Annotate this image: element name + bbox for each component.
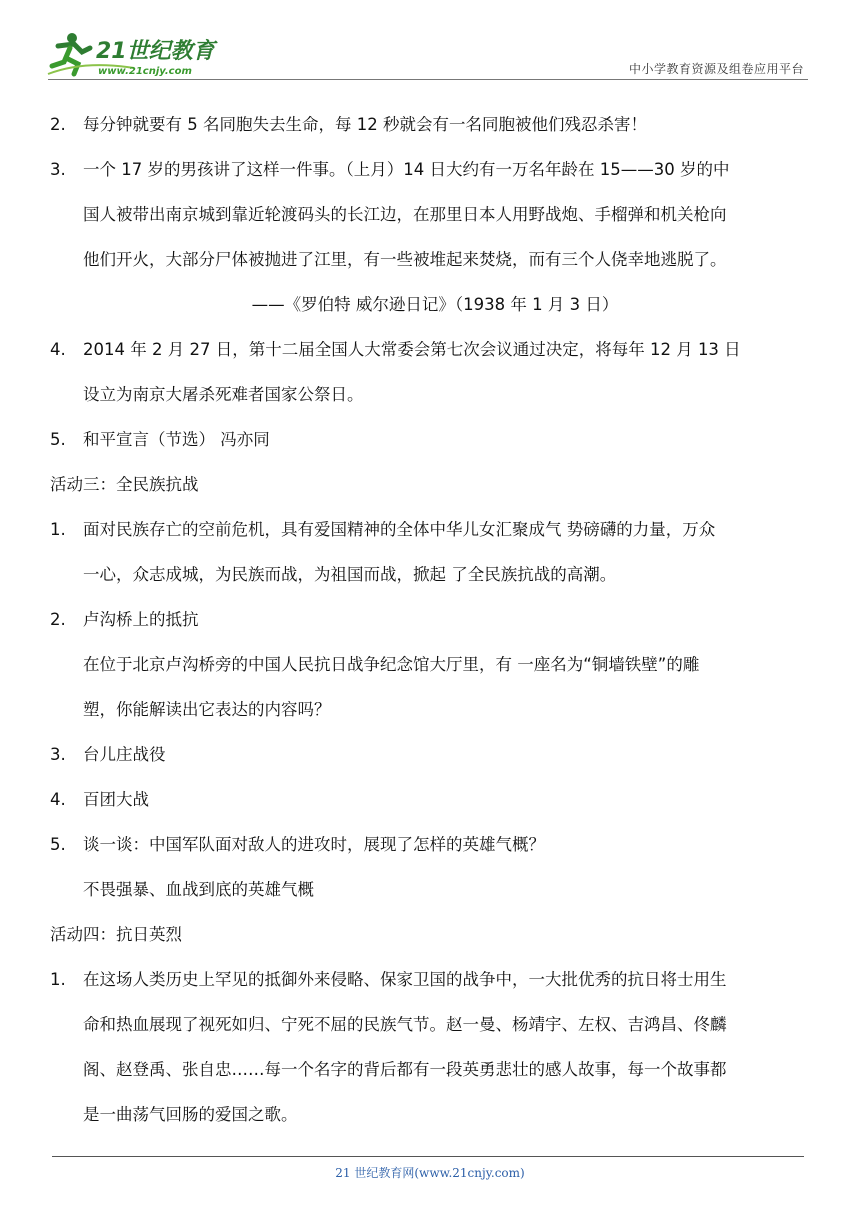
list-item-number: 1. bbox=[50, 520, 66, 539]
list-item-continuation bbox=[50, 1002, 820, 1047]
paragraph-text: 在位于北京卢沟桥旁的中国人民抗日战争纪念馆大厅里，有 一座名为“铜墙铁壁”的雕 bbox=[83, 655, 700, 674]
list-item bbox=[50, 957, 820, 1002]
list-item-text: 在这场人类历史上罕见的抵御外来侵略、保家卫国的战争中，一大批优秀的抗日将士用生 bbox=[83, 970, 727, 989]
list-item-text: 卢沟桥上的抵抗 bbox=[83, 610, 199, 629]
logo-text: 21世纪教育 bbox=[96, 39, 215, 64]
list-item-number: 4. bbox=[50, 790, 66, 809]
site-logo[interactable] bbox=[44, 30, 224, 80]
list-item-text: 每分钟就要有 5 名同胞失去生命，每 12 秒就会有一名同胞被他们残忍杀害！ bbox=[83, 115, 647, 134]
list-item-number: 3. bbox=[50, 160, 66, 179]
logo-url: www.21cnjy.com bbox=[98, 66, 192, 77]
list-item-text: 谈一谈：中国军队面对敌人的进攻时，展现了怎样的英雄气概？ bbox=[83, 835, 545, 854]
list-item bbox=[50, 822, 820, 867]
list-item-text: 一个 17 岁的男孩讲了这样一件事。（上月）14 日大约有一万名年龄在 15——30 岁的中 bbox=[83, 160, 730, 179]
list-item-text: 百团大战 bbox=[83, 790, 149, 809]
list-item-text: 台儿庄战役 bbox=[83, 745, 166, 764]
paragraph-text: 国人被带出南京城到靠近轮渡码头的长江边，在那里日本人用野战炮、手榴弹和机关枪向 bbox=[83, 205, 727, 224]
list-item bbox=[50, 507, 820, 552]
list-item-continuation bbox=[50, 687, 820, 732]
list-item-number: 3. bbox=[50, 745, 66, 764]
list-item-text: 面对民族存亡的空前危机，具有爱国精神的全体中华儿女汇聚成气 势磅礴的力量，万众 bbox=[83, 520, 716, 539]
runner-logo-icon bbox=[44, 30, 224, 80]
document-body bbox=[50, 102, 820, 1137]
list-item bbox=[50, 777, 820, 822]
list-item-text: 2014 年 2 月 27 日，第十二届全国人大常委会第七次会议通过决定，将每年 12 月 13 日 bbox=[83, 340, 741, 359]
paragraph-text: 不畏强暴、血战到底的英雄气概 bbox=[83, 880, 314, 899]
list-item-continuation bbox=[50, 372, 820, 417]
list-item-continuation bbox=[50, 642, 820, 687]
list-item-continuation bbox=[50, 192, 820, 237]
platform-title: 中小学教育资源及组卷应用平台 bbox=[628, 62, 804, 76]
page-header bbox=[0, 0, 860, 82]
list-item bbox=[50, 102, 820, 147]
list-item-continuation bbox=[50, 867, 820, 912]
section-heading bbox=[50, 462, 820, 507]
list-item bbox=[50, 147, 820, 192]
paragraph-text: 命和热血展现了视死如归、宁死不屈的民族气节。赵一曼、杨靖宇、左权、吉鸿昌、佟麟 bbox=[83, 1015, 727, 1034]
list-item-text: 和平宣言（节选） 冯亦同 bbox=[83, 430, 270, 449]
list-item-number: 5. bbox=[50, 430, 66, 449]
list-item bbox=[50, 732, 820, 777]
list-item-continuation bbox=[50, 552, 820, 597]
list-item-continuation bbox=[50, 1092, 820, 1137]
section-heading bbox=[50, 912, 820, 957]
section-heading-text: 活动三：全民族抗战 bbox=[50, 475, 199, 494]
list-item-continuation bbox=[50, 237, 820, 282]
citation-text: ——《罗伯特 威尔逊日记》（1938 年 1 月 3 日） bbox=[251, 295, 619, 314]
paragraph-text: 塑，你能解读出它表达的内容吗？ bbox=[83, 700, 331, 719]
list-item bbox=[50, 417, 820, 462]
section-heading-text: 活动四：抗日英烈 bbox=[50, 925, 182, 944]
footer-text[interactable]: 21 世纪教育网(www.21cnjy.com) bbox=[335, 1166, 525, 1180]
header-divider bbox=[48, 79, 808, 80]
list-item bbox=[50, 327, 820, 372]
paragraph-text: 设立为南京大屠杀死难者国家公祭日。 bbox=[83, 385, 364, 404]
paragraph-text: 阁、赵登禹、张自忠……每一个名字的背后都有一段英勇悲壮的感人故事，每一个故事都 bbox=[83, 1060, 727, 1079]
list-item-continuation bbox=[50, 1047, 820, 1092]
list-item bbox=[50, 597, 820, 642]
footer-divider bbox=[52, 1156, 804, 1157]
list-item-number: 2. bbox=[50, 115, 66, 134]
list-item-number: 1. bbox=[50, 970, 66, 989]
list-item-number: 4. bbox=[50, 340, 66, 359]
list-item-number: 5. bbox=[50, 835, 66, 854]
paragraph-text: 他们开火，大部分尸体被抛进了江里，有一些被堆起来焚烧，而有三个人侥幸地逃脱了。 bbox=[83, 250, 727, 269]
paragraph-text: 是一曲荡气回肠的爱国之歌。 bbox=[83, 1105, 298, 1124]
citation bbox=[50, 282, 820, 327]
list-item-number: 2. bbox=[50, 610, 66, 629]
paragraph-text: 一心，众志成城，为民族而战，为祖国而战，掀起 了全民族抗战的高潮。 bbox=[83, 565, 617, 584]
